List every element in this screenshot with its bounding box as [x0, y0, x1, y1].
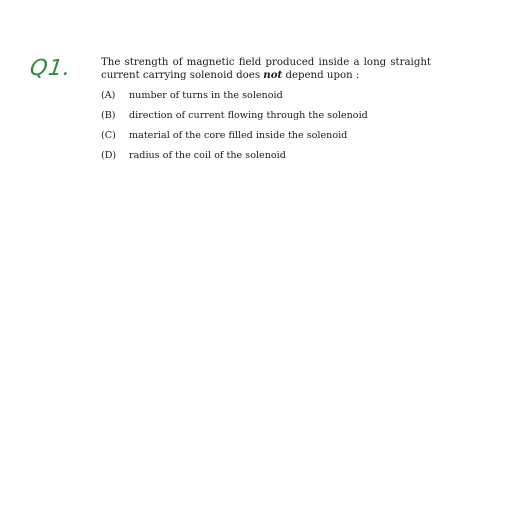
option-label: (D)	[101, 150, 117, 161]
option-text: direction of current flowing through the solenoid	[129, 110, 368, 121]
option-label: (B)	[101, 110, 116, 121]
options-list	[101, 90, 431, 162]
option-label: (A)	[101, 90, 116, 101]
question-number: Q1.	[28, 56, 74, 81]
option-text: radius of the coil of the solenoid	[129, 150, 286, 161]
option-label: (C)	[101, 130, 116, 141]
question-block	[101, 56, 431, 170]
question-text-part2: depend upon :	[282, 70, 360, 81]
question-text	[101, 56, 431, 82]
option-text: number of turns in the solenoid	[129, 90, 283, 101]
question-text-part1: The strength of magnetic field produced inside a long straight current carrying solenoid does	[101, 57, 431, 81]
question-emphasis: not	[263, 69, 283, 81]
option-a	[101, 90, 431, 102]
option-d	[101, 150, 431, 162]
option-text: material of the core filled inside the solenoid	[129, 130, 348, 141]
option-c	[101, 130, 431, 142]
option-b	[101, 110, 431, 122]
